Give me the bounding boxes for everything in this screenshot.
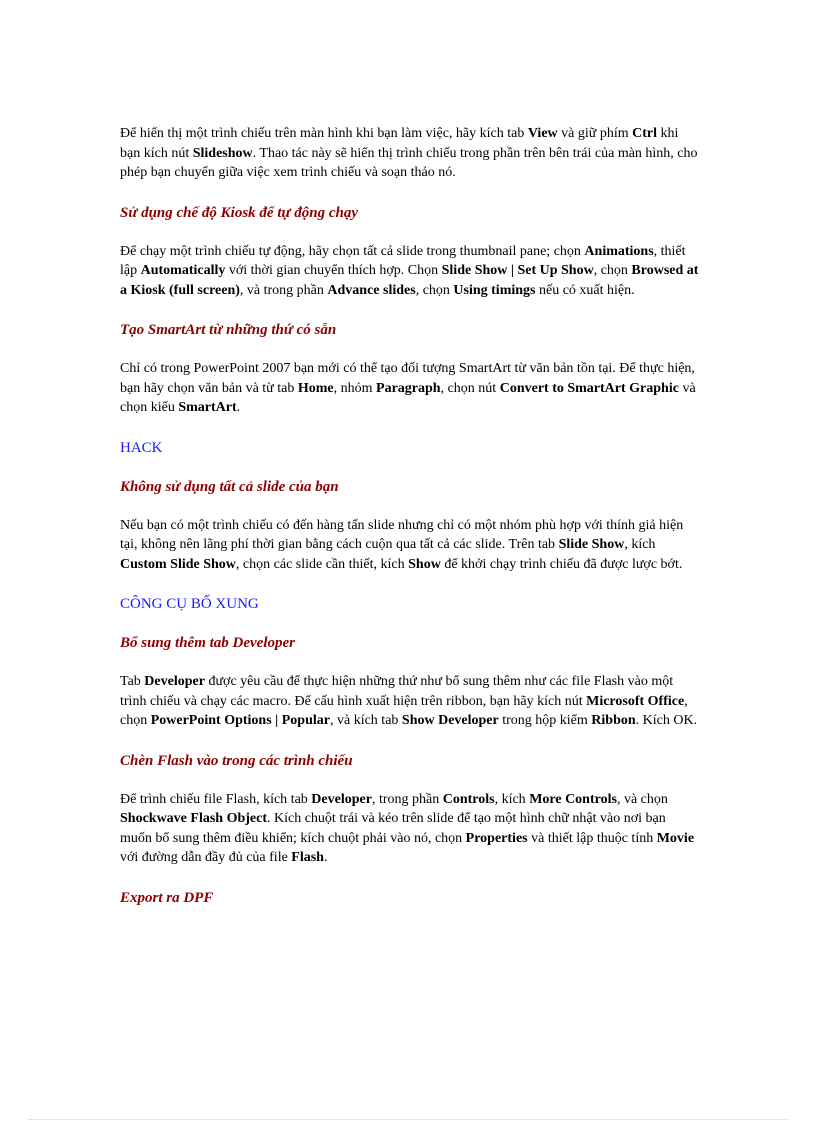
paragraph-developer-tab — [120, 672, 700, 731]
text-run: , và kích tab — [329, 713, 402, 728]
heading-smartart: Tạo SmartArt từ những thứ có sẵn — [120, 322, 337, 338]
bold-term: Ribbon — [591, 713, 636, 728]
bold-term: Slide Show | Set Up Show — [441, 263, 594, 278]
text-run: , kích — [624, 537, 656, 552]
text-run: với đường dẫn đầy đủ của file — [120, 850, 292, 865]
bold-term: Using timings — [453, 282, 536, 298]
text-run: để khởi chạy trình chiếu đã được lược bớt. — [440, 556, 683, 572]
bold-term: Advance slides — [327, 282, 416, 298]
text-run: được yêu cầu để thực hiện những thứ như bổ sung thêm như các file Flash vào một trình chiếu và chạy các macro. Để cấu hình xuất hiện trên ribbon, bạn hãy kích nút — [120, 674, 674, 709]
bold-term: Controls — [442, 791, 495, 807]
text-run: , chọn các slide cần thiết, kích — [235, 556, 409, 572]
text-run: Tab — [120, 674, 145, 689]
heading-hack: HACK — [120, 439, 163, 456]
bold-term: Movie — [656, 830, 695, 846]
text-run: , chọn — [593, 263, 632, 278]
paragraph-insert-flash — [120, 790, 700, 868]
bold-term: Home — [297, 380, 334, 396]
page-bottom-divider — [28, 1119, 788, 1120]
text-run: nếu có xuất hiện. — [535, 282, 635, 298]
bold-term: Convert to SmartArt Graphic — [499, 380, 679, 396]
text-run: và thiết lập thuộc tính — [527, 830, 657, 846]
bold-term: More Controls — [529, 791, 617, 807]
bold-term: Flash — [291, 850, 324, 865]
bold-term: Browsed at a Kiosk (full screen) — [120, 263, 699, 298]
text-run: , và chọn — [616, 791, 668, 807]
text-run: . Kích OK. — [635, 713, 698, 728]
text-run: . — [236, 400, 241, 415]
bold-term: Show Developer — [401, 713, 499, 728]
heading-not-all-slides: Không sử dụng tất cả slide của bạn — [120, 478, 339, 495]
paragraph-smartart — [120, 359, 700, 418]
text-run: , chọn — [415, 282, 454, 298]
paragraph-kiosk-mode — [120, 242, 700, 301]
document-page — [120, 124, 700, 927]
text-run: và chọn kiểu — [120, 380, 696, 415]
text-run: , kích — [494, 791, 530, 807]
bold-term: Show — [408, 556, 441, 572]
bold-term: Developer — [144, 674, 205, 689]
heading-kiosk-mode: Sử dụng chế độ Kiosk để tự động chạy — [120, 204, 358, 221]
heading-insert-flash: Chèn Flash vào trong các trình chiếu — [120, 752, 353, 769]
paragraph-custom-show — [120, 516, 700, 575]
bold-term: SmartArt — [178, 400, 237, 415]
text-run: trong hộp kiểm — [498, 713, 592, 728]
bold-term: Developer — [311, 791, 372, 807]
text-run: . Kích chuột trái và kéo trên slide để tạo một hình chữ nhật vào nơi bạn muốn bổ sung thêm điều khiển; kích chuột phải vào nó, chọn — [120, 811, 666, 846]
paragraph-slideshow-view — [120, 124, 700, 183]
bold-term: Slide Show — [558, 537, 625, 552]
heading-export-pdf: Export ra DPF — [120, 889, 214, 906]
text-run: Chỉ có trong PowerPoint 2007 bạn mới có thể tạo đối tượng SmartArt từ văn bản tồn tại. Để thực hiện, bạn hãy chọn văn bản và từ tab — [120, 361, 695, 396]
text-run: , và trong phần — [239, 282, 328, 298]
text-run: Để hiển thị một trình chiếu trên màn hình khi bạn làm việc, hãy kích tab — [120, 126, 528, 141]
text-run: Để trình chiếu file Flash, kích tab — [120, 791, 312, 807]
text-run: , nhóm — [333, 380, 377, 396]
bold-term: Microsoft Office — [586, 693, 685, 709]
bold-term: Properties — [465, 830, 528, 846]
heading-developer-tab: Bổ sung thêm tab Developer — [120, 635, 295, 651]
bold-term: Paragraph — [376, 380, 441, 396]
bold-term: Automatically — [140, 263, 226, 278]
heading-tools: CÔNG CỤ BỔ XUNG — [120, 596, 259, 612]
text-run: Nếu bạn có một trình chiếu có đến hàng tấn slide nhưng chỉ có một nhóm phù hợp với thính giả hiện tại, không nên lãng phí thời gian bằng cách cuộn qua tất cả các slide. Trên tab — [120, 517, 684, 552]
bold-term: PowerPoint Options | Popular — [150, 713, 330, 728]
text-run: . Thao tác này sẽ hiển thị trình chiếu trong phần trên bên trái của màn hình, cho phép bạn chuyển giữa việc xem trình chiếu và soạn thảo nó. — [120, 145, 698, 180]
text-run: , trong phần — [371, 791, 443, 807]
text-run: khi bạn kích nút — [120, 126, 679, 161]
bold-term: Custom Slide Show — [120, 556, 236, 572]
bold-term: Slideshow — [192, 145, 253, 161]
text-run: Để chạy một trình chiếu tự động, hãy chọn tất cả slide trong thumbnail pane; chọn — [120, 243, 585, 259]
bold-term: Shockwave Flash Object — [120, 811, 267, 826]
text-run: , thiết lập — [120, 243, 686, 278]
bold-term: Ctrl — [632, 126, 658, 141]
bold-term: Animations — [584, 243, 654, 259]
text-run: với thời gian chuyển thích hợp. Chọn — [225, 263, 442, 278]
bold-term: View — [527, 126, 558, 141]
text-run: , chọn nút — [440, 380, 500, 396]
text-run: , chọn — [120, 693, 688, 728]
text-run: và giữ phím — [557, 126, 633, 141]
text-run: . — [323, 850, 328, 865]
